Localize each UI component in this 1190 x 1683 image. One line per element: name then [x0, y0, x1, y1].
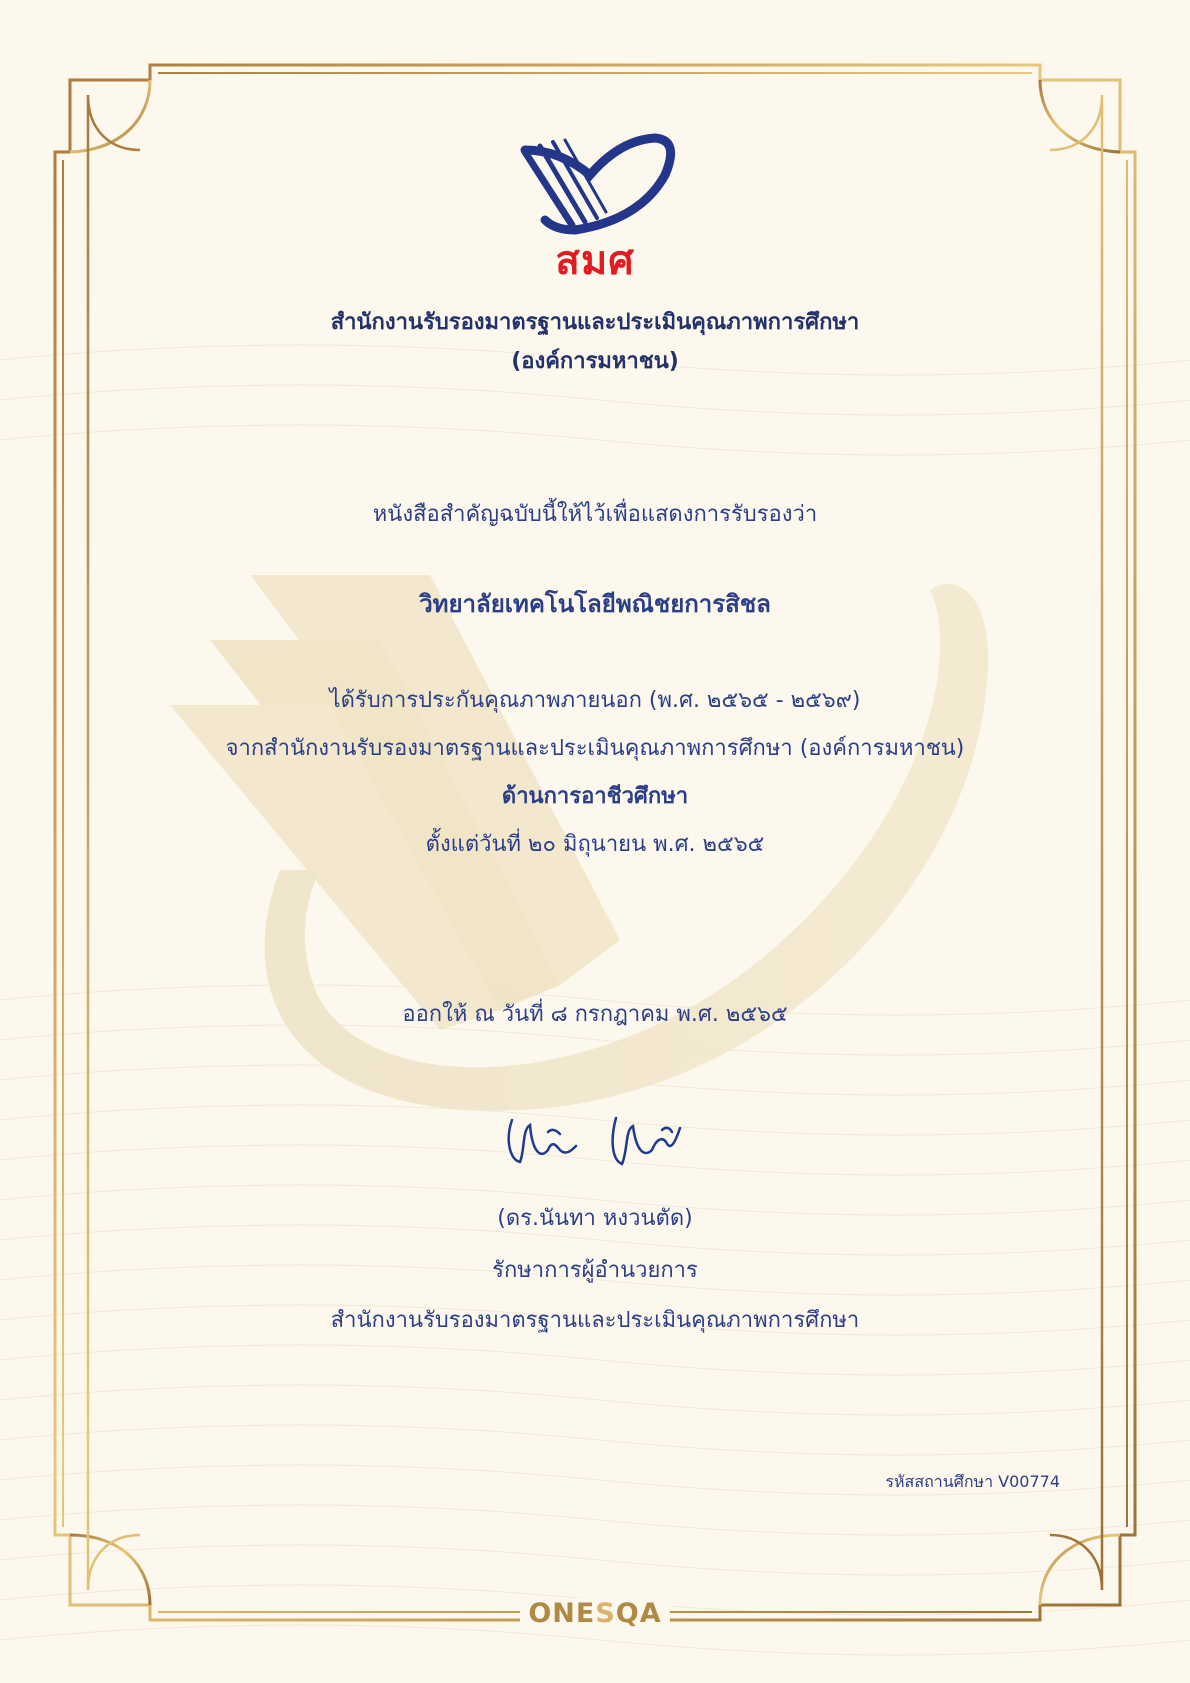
- issuer-type: (องค์การมหาชน): [511, 349, 679, 374]
- signatory-name: (ดร.นันทา หงวนตัด): [497, 1206, 693, 1231]
- institution-name: วิทยาลัยเทคโนโลยีพณิชยการสิชล: [419, 590, 771, 618]
- certificate-intro: หนังสือสำคัญฉบับนี้ให้ไว้เพื่อแสดงการรับรองว่า: [372, 502, 818, 527]
- institution-code: รหัสสถานศึกษา V00774: [885, 1472, 1060, 1491]
- signatory-title: รักษาการผู้อำนวยการ: [492, 1258, 698, 1283]
- issue-date: ออกให้ ณ วันที่ ๘ กรกฎาคม พ.ศ. ๒๕๖๕: [402, 1002, 788, 1027]
- footer-brand-prefix: ONE: [528, 1598, 596, 1629]
- logo-abbreviation: สมศ: [555, 238, 635, 284]
- assurance-issuer: จากสำนักงานรับรองมาตรฐานและประเมินคุณภาพการศึกษา (องค์การมหาชน): [225, 736, 965, 761]
- footer-brand-logo: [520, 1598, 670, 1629]
- onesqa-logo-icon: [525, 138, 671, 230]
- effective-date: ตั้งแต่วันที่ ๒๐ มิถุนายน พ.ศ. ๒๕๖๕: [425, 832, 765, 857]
- assurance-period: ได้รับการประกันคุณภาพภายนอก (พ.ศ. ๒๕๖๕ - ๒๕๖๙): [329, 688, 861, 713]
- issuer-name: สำนักงานรับรองมาตรฐานและประเมินคุณภาพการศึกษา: [330, 310, 860, 335]
- footer-brand-suffix: QA: [615, 1598, 662, 1629]
- footer-brand-s: S: [595, 1598, 616, 1629]
- assurance-field: ด้านการอาชีวศึกษา: [501, 784, 689, 809]
- signatory-organization: สำนักงานรับรองมาตรฐานและประเมินคุณภาพการศึกษา: [330, 1308, 860, 1333]
